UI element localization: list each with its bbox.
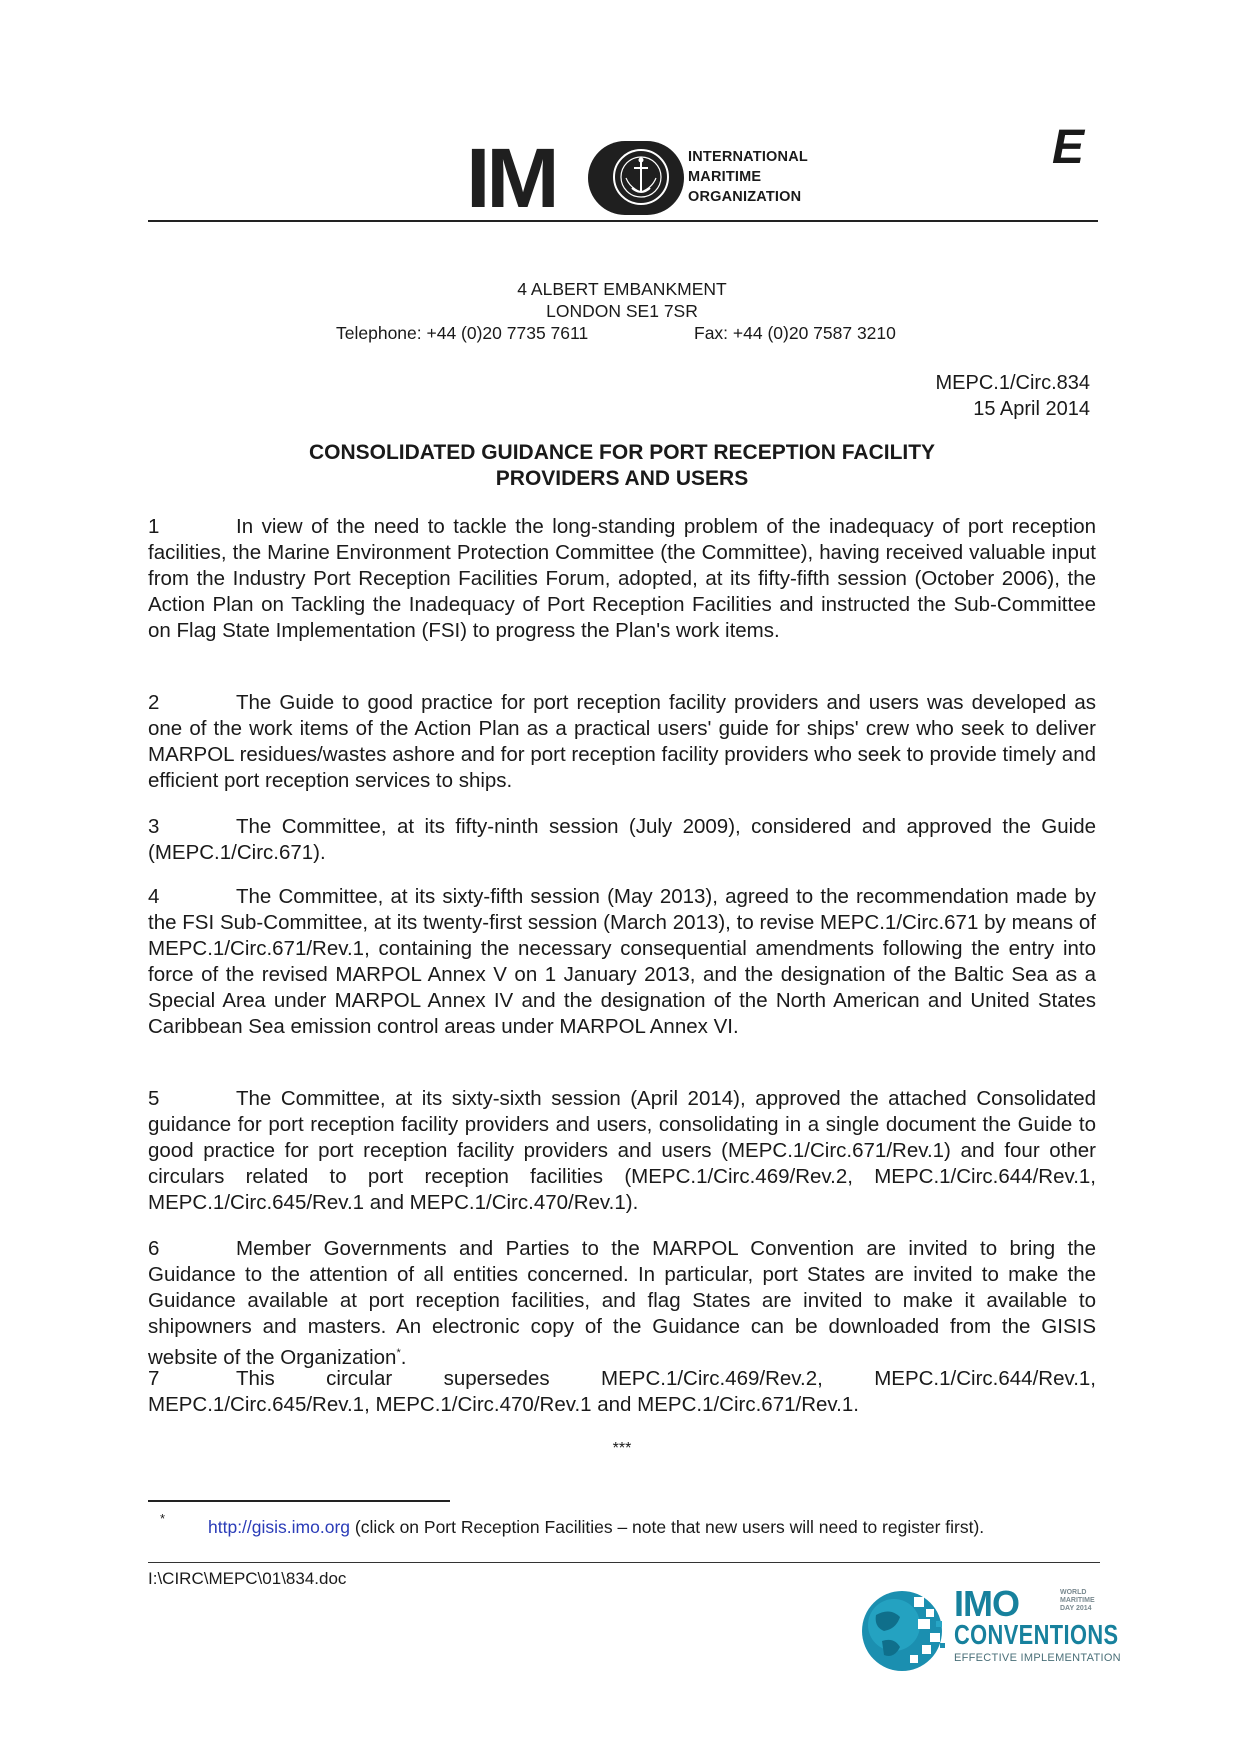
paragraph-text: The Committee, at its sixty-sixth session (April 2014), approved the attached Consolidated guidance for port reception facility providers and users, consolidating in a single document the Guide to good practice for port reception facility providers and users (MEPC.1/Circ.671/Rev.1) and four other circulars related to port reception facilities (MEPC.1/Circ.469/Rev.2, MEPC.1/Circ.644/Rev.1, MEPC.1/Circ.645/Rev.1 and MEPC.1/Circ.470/Rev.1).	[148, 1087, 1096, 1214]
footer-rule	[148, 1562, 1100, 1563]
org-name-line: ORGANIZATION	[688, 189, 802, 205]
paragraph-2	[148, 690, 1096, 794]
document-date: 15 April 2014	[973, 398, 1090, 420]
language-mark: E	[1052, 121, 1085, 174]
footnote-rule	[148, 1500, 450, 1502]
paragraph-1	[148, 514, 1096, 644]
paragraph-number: 4	[148, 885, 160, 908]
wmd-line: MARITIME	[1060, 1597, 1095, 1604]
paragraph-number: 1	[148, 515, 160, 538]
paragraph-text: The Guide to good practice for port reception facility providers and users was developed as one of the work items of the Action Plan as a practical users' guide for ships' crew who seek to deliver MARPOL residues/wastes ashore and for port reception facility providers who seek to provide timely and efficient port reception services to ships.	[148, 691, 1096, 792]
footnote-mark: *	[160, 1511, 166, 1526]
paragraph-4	[148, 884, 1096, 1040]
conventions-subtitle: EFFECTIVE IMPLEMENTATION	[954, 1652, 1121, 1664]
address-line-1: 4 ALBERT EMBANKMENT	[517, 279, 727, 299]
paragraph-text: The Committee, at its fifty-ninth session (July 2009), considered and approved the Guide (MEPC.1/Circ.671).	[148, 815, 1096, 864]
conventions-imo-text: IMO	[954, 1583, 1019, 1624]
document-title	[148, 440, 1096, 492]
paragraph-7	[148, 1366, 1096, 1418]
paragraph-number: 7	[148, 1367, 160, 1390]
imo-emblem-icon	[612, 148, 670, 206]
paragraph-text: The Committee, at its sixty-fifth session (May 2013), agreed to the recommendation made by the FSI Sub-Committee, at its twenty-first session (March 2013), to revise MEPC.1/Circ.671 by means of MEPC.1/Circ.671/Rev.1, containing the necessary consequential amendments following the entry into force of the revised MARPOL Annex V on 1 January 2013, and the designation of the Baltic Sea as a Special Area under MARPOL Annex IV and the designation of the North American and United States Caribbean Sea emission control areas under MARPOL Annex VI.	[148, 885, 1096, 1038]
paragraph-text: In view of the need to tackle the long-standing problem of the inadequacy of port reception facilities, the Marine Environment Protection Committee (the Committee), having received valuable input from the Industry Port Reception Facilities Forum, adopted, at its fifty-fifth session (October 2006), the Action Plan on Tackling the Inadequacy of Port Reception Facilities and instructed the Sub-Committee on Flag State Implementation (FSI) to progress the Plan's work items.	[148, 515, 1096, 642]
header-rule	[148, 220, 1098, 222]
paragraph-number: 3	[148, 815, 160, 838]
paragraph-tail: .	[400, 1345, 407, 1369]
telephone: Telephone: +44 (0)20 7735 7611	[336, 323, 589, 343]
footnote-body: (click on Port Reception Facilities – note that new users will need to register first).	[350, 1517, 985, 1537]
imo-logo-letters: IM	[466, 131, 556, 225]
file-reference: I:\CIRC\MEPC\01\834.doc	[148, 1569, 347, 1588]
paragraph-text: This circular supersedes MEPC.1/Circ.469/Rev.2, MEPC.1/Circ.644/Rev.1, MEPC.1/Circ.645/Rev.1, MEPC.1/Circ.470/Rev.1 and MEPC.1/Circ.671/Rev.1.	[148, 1367, 1096, 1416]
paragraph-3	[148, 814, 1096, 866]
paragraph-number: 2	[148, 691, 160, 714]
globe-puzzle-icon	[856, 1585, 948, 1677]
paragraph-5	[148, 1086, 1096, 1216]
wmd-line: DAY 2014	[1060, 1605, 1092, 1612]
footnote-reference[interactable]: *	[396, 1347, 401, 1359]
wmd-line: WORLD	[1060, 1589, 1087, 1596]
document-symbol: MEPC.1/Circ.834	[935, 372, 1090, 394]
org-name-line: INTERNATIONAL	[688, 149, 808, 165]
conventions-title: CONVENTIONS	[954, 1619, 1119, 1650]
title-line-2: PROVIDERS AND USERS	[495, 467, 749, 490]
paragraph-text: Member Governments and Parties to the MARPOL Convention are invited to bring the Guidance to the attention of all entities concerned. In particular, port States are invited to make the Guidance available at port reception facilities, and flag States are invited to make it available to shipowners and masters. An electronic copy of the Guidance can be downloaded from the GISIS website of the Organization	[148, 1237, 1096, 1369]
org-name-line: MARITIME	[688, 169, 762, 185]
paragraph-number: 6	[148, 1237, 160, 1260]
title-line-1: CONSOLIDATED GUIDANCE FOR PORT RECEPTION FACILITY	[308, 441, 936, 464]
end-mark: ***	[612, 1440, 632, 1457]
organization-name	[688, 147, 808, 207]
world-maritime-day	[1060, 1589, 1095, 1613]
paragraph-number: 5	[148, 1087, 160, 1110]
address-line-2: LONDON SE1 7SR	[546, 301, 698, 321]
fax: Fax: +44 (0)20 7587 3210	[694, 323, 896, 343]
gisis-link[interactable]: http://gisis.imo.org	[208, 1517, 350, 1537]
paragraph-6	[148, 1236, 1096, 1371]
footnote-text	[208, 1516, 984, 1538]
